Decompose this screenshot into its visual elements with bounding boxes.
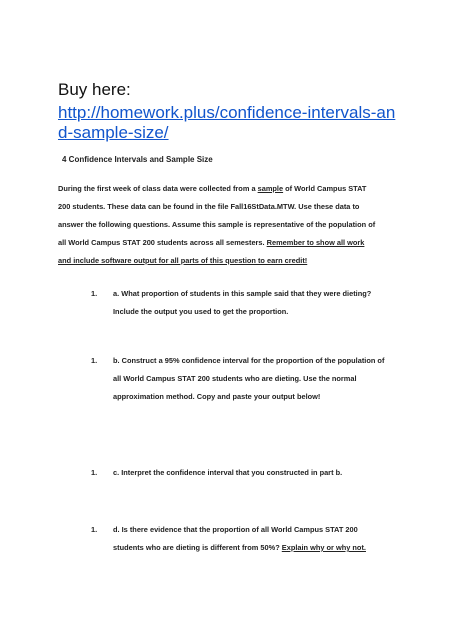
question-1b bbox=[91, 352, 411, 406]
intro-line-2: 200 students. These data can be found in the file Fall16StData.MTW. Use these data to bbox=[58, 202, 360, 211]
question-text bbox=[91, 285, 411, 321]
question-text bbox=[91, 352, 411, 406]
question-1c bbox=[91, 464, 411, 482]
question-number: 1. bbox=[91, 356, 98, 365]
purchase-link[interactable]: http://homework.plus/confidence-intervals-and-sample-size/ bbox=[58, 103, 396, 142]
question-number: 1. bbox=[91, 289, 98, 298]
instruction-underlined: Remember to show all work bbox=[266, 238, 365, 247]
question-1d bbox=[91, 521, 411, 557]
question-line: c. Interpret the confidence interval that you constructed in part b. bbox=[113, 468, 343, 477]
buy-here-label: Buy here: bbox=[58, 80, 131, 99]
question-line: Include the output you used to get the proportion. bbox=[113, 307, 289, 316]
intro-text: all World Campus STAT 200 students across all semesters. bbox=[58, 238, 267, 247]
question-line: approximation method. Copy and paste your output below! bbox=[113, 392, 321, 401]
question-line: d. Is there evidence that the proportion of all World Campus STAT 200 bbox=[113, 525, 358, 534]
question-line: all World Campus STAT 200 students who are dieting. Use the normal bbox=[113, 374, 357, 383]
intro-line-4 bbox=[58, 234, 398, 252]
question-1a bbox=[91, 285, 411, 321]
intro-line-5: and include software output for all parts of this question to earn credit! bbox=[58, 256, 308, 265]
question-line bbox=[113, 539, 411, 557]
intro-paragraph bbox=[58, 180, 398, 270]
question-line: a. What proportion of students in this sample said that they were dieting? bbox=[113, 289, 372, 298]
question-number: 1. bbox=[91, 468, 98, 477]
intro-line-3: answer the following questions. Assume this sample is representative of the population of bbox=[58, 220, 376, 229]
question-text bbox=[91, 521, 411, 557]
intro-text: of World Campus STAT bbox=[283, 184, 367, 193]
intro-line-1 bbox=[58, 180, 398, 198]
question-line: b. Construct a 95% confidence interval for the proportion of the population of bbox=[113, 356, 385, 365]
section-heading: 4 Confidence Intervals and Sample Size bbox=[62, 155, 213, 164]
intro-text: During the first week of class data were collected from a bbox=[58, 184, 258, 193]
question-number: 1. bbox=[91, 525, 98, 534]
sample-underlined: sample bbox=[257, 184, 284, 193]
question-text bbox=[91, 464, 411, 482]
question-text-part: students who are dieting is different from 50%? bbox=[113, 543, 282, 552]
explain-underlined: Explain why or why not. bbox=[281, 543, 366, 552]
